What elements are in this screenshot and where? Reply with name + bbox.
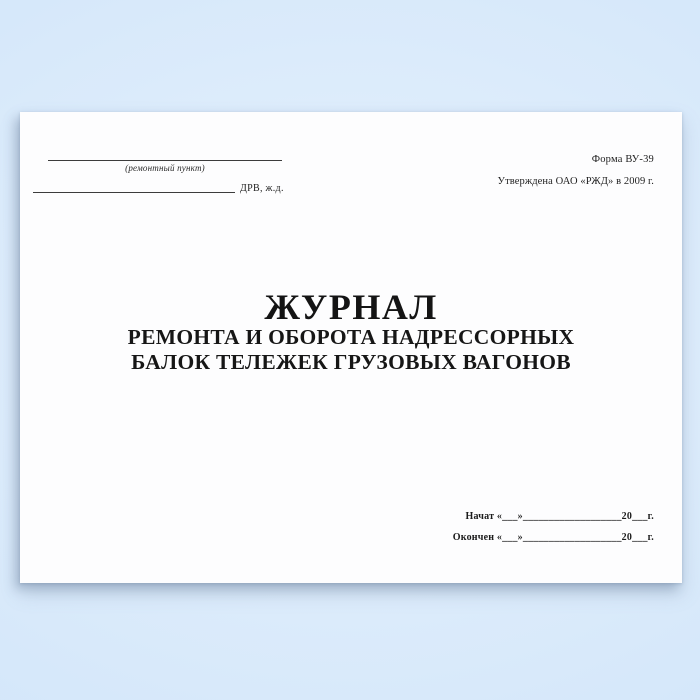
form-info-block [498, 154, 654, 187]
repair-point-fill-line [48, 160, 282, 161]
journal-cover-page [20, 112, 682, 583]
journal-subtitle-line2: БАЛОК ТЕЛЕЖЕК ГРУЗОВЫХ ВАГОНОВ [131, 350, 571, 374]
dates-block [453, 506, 654, 548]
date-started-line: Начат «___»___________________20___г. [465, 511, 654, 522]
journal-subtitle-line1: РЕМОНТА И ОБОРОТА НАДРЕССОРНЫХ [127, 325, 575, 349]
form-code: Форма ВУ-39 [591, 154, 654, 165]
date-finished-line: Окончен «___»___________________20___г. [452, 532, 654, 543]
journal-subtitle [20, 325, 682, 375]
road-label: ДРВ, ж.д. [240, 183, 284, 194]
road-fill-line [33, 192, 235, 193]
repair-point-caption: (ремонтный пункт) [125, 163, 205, 173]
journal-title: ЖУРНАЛ [264, 287, 438, 327]
approval-note: Утверждена ОАО «РЖД» в 2009 г. [497, 176, 654, 187]
